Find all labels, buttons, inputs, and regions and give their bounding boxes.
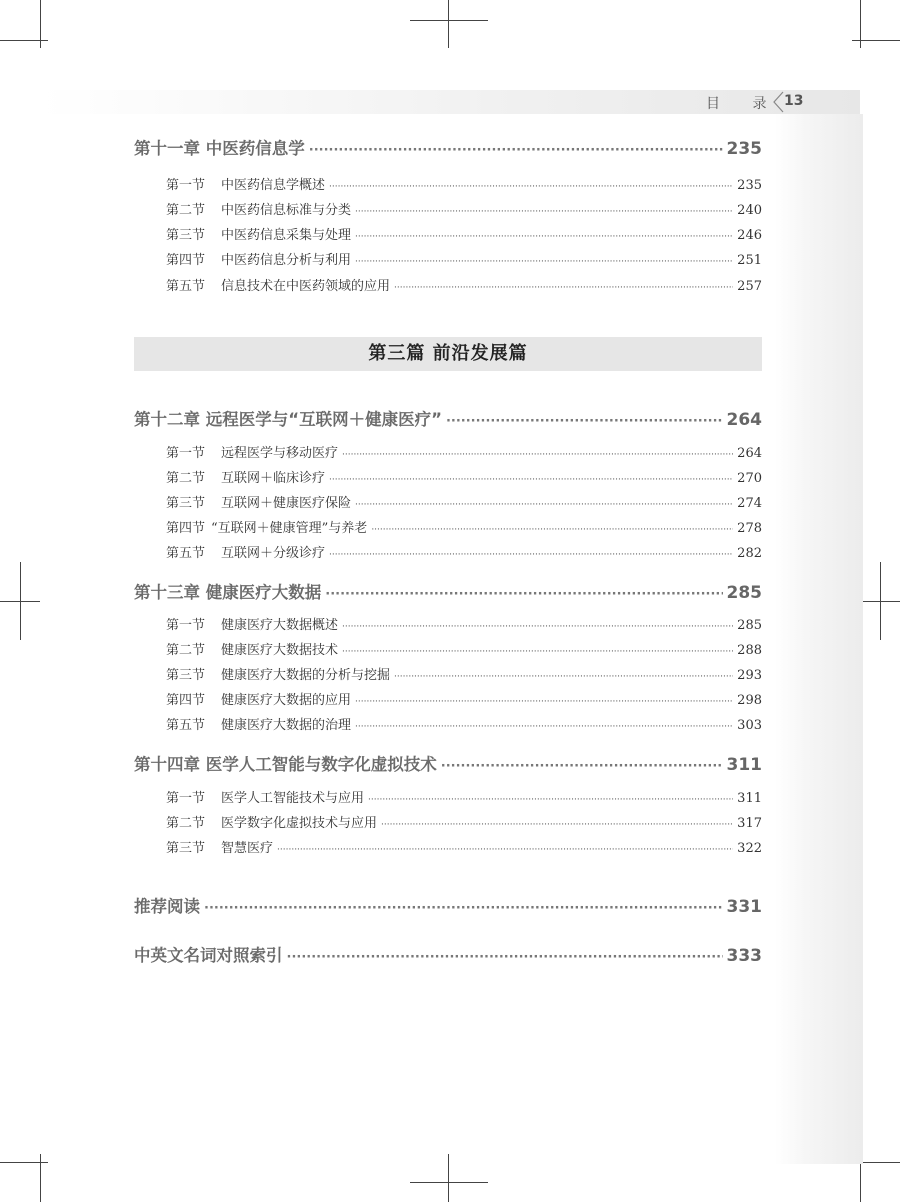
crop-mark [448, 0, 449, 48]
section-title: 中医药信息学概述 [221, 178, 326, 193]
chapter-page: 264 [726, 410, 762, 430]
toc-section-row[interactable] [166, 275, 762, 294]
toc-section-row[interactable] [166, 249, 762, 268]
section-number: 第三节 [166, 228, 206, 243]
dot-leader [355, 207, 733, 217]
crop-mark [0, 1162, 48, 1163]
toc-chapter-row[interactable] [134, 406, 762, 430]
section-page: 322 [737, 841, 762, 856]
section-number: 第五节 [166, 279, 206, 294]
section-number: 第四节 [166, 521, 206, 536]
dot-leader [368, 795, 733, 805]
crop-mark [410, 1182, 488, 1183]
toc-chapter-row[interactable] [134, 751, 762, 775]
chapter-page: 235 [726, 139, 762, 159]
dot-leader [381, 820, 733, 830]
section-page: 251 [737, 253, 762, 268]
section-number: 第二节 [166, 643, 206, 658]
dot-leader [355, 257, 733, 267]
dot-leader [394, 283, 733, 293]
dot-leader [355, 500, 733, 510]
section-page: 278 [737, 521, 762, 536]
section-number: 第二节 [166, 816, 206, 831]
section-title: 医学数字化虚拟技术与应用 [221, 816, 378, 831]
toc-section-row[interactable] [166, 614, 762, 633]
dot-leader [329, 550, 733, 560]
toc-chapter-row[interactable] [134, 893, 762, 917]
section-title: 信息技术在中医药领域的应用 [221, 279, 391, 294]
section-number: 第四节 [166, 693, 206, 708]
section-title: 健康医疗大数据的分析与挖掘 [221, 668, 391, 683]
toc-section-row[interactable] [166, 639, 762, 658]
crop-mark [852, 40, 900, 41]
toc-section-row[interactable] [166, 689, 762, 708]
section-title: 互联网＋分级诊疗 [221, 546, 326, 561]
section-title: 健康医疗大数据的治理 [221, 718, 352, 733]
section-title: 中医药信息标准与分类 [221, 203, 352, 218]
dot-leader [325, 587, 722, 602]
dot-leader [355, 697, 733, 707]
crop-mark [0, 601, 40, 602]
toc-chapter-row[interactable] [134, 579, 762, 603]
section-page: 288 [737, 643, 762, 658]
section-page: 246 [737, 228, 762, 243]
section-number: 第四节 [166, 253, 206, 268]
chapter-page: 285 [726, 583, 762, 603]
section-number: 第二节 [166, 471, 206, 486]
section-number: 第一节 [166, 791, 206, 806]
dot-leader [355, 722, 733, 732]
dot-leader [441, 759, 723, 774]
chapter-title: 中英文名词对照索引 [134, 946, 283, 965]
section-page: 257 [737, 279, 762, 294]
section-title: 互联网＋临床诊疗 [221, 471, 326, 486]
section-title: 互联网＋健康医疗保险 [221, 496, 352, 511]
section-title: 中医药信息分析与利用 [221, 253, 352, 268]
dot-leader [355, 232, 733, 242]
page-edge-shade [775, 114, 863, 1164]
section-number: 第三节 [166, 496, 206, 511]
section-page: 264 [737, 446, 762, 461]
section-page: 285 [737, 618, 762, 633]
running-header-title: 目 录 [706, 96, 781, 112]
toc-section-row[interactable] [166, 442, 762, 461]
section-page: 298 [737, 693, 762, 708]
dot-leader [446, 414, 723, 429]
section-page: 274 [737, 496, 762, 511]
section-title: 医学人工智能技术与应用 [221, 791, 365, 806]
section-title: 远程医学与移动医疗 [221, 446, 339, 461]
section-number: 第一节 [166, 178, 206, 193]
dot-leader [204, 901, 723, 916]
dot-leader [342, 647, 733, 657]
crop-mark [410, 20, 488, 21]
dot-leader [277, 845, 733, 855]
section-number: 第三节 [166, 668, 206, 683]
toc-section-row[interactable] [166, 199, 762, 218]
toc-section-row[interactable] [166, 174, 762, 193]
chapter-title: 第十二章 远程医学与“互联网＋健康医疗” [134, 410, 442, 429]
dot-leader [371, 525, 733, 535]
dot-leader [342, 450, 733, 460]
header-chevron-icon [772, 91, 784, 113]
toc-chapter-row[interactable] [134, 135, 762, 159]
crop-mark [448, 1154, 449, 1202]
section-number: 第三节 [166, 841, 206, 856]
section-number: 第一节 [166, 446, 206, 461]
dot-leader [394, 672, 733, 682]
section-page: 303 [737, 718, 762, 733]
section-page: 270 [737, 471, 762, 486]
section-number: 第一节 [166, 618, 206, 633]
toc-section-row[interactable] [166, 714, 762, 733]
section-title: 智慧医疗 [221, 841, 274, 856]
section-number: 第五节 [166, 718, 206, 733]
dot-leader [342, 622, 733, 632]
section-page: 311 [737, 791, 762, 806]
section-number: 第五节 [166, 546, 206, 561]
dot-leader [287, 950, 723, 965]
crop-mark [860, 601, 900, 602]
toc-section-row[interactable] [166, 492, 762, 511]
toc-section-row[interactable] [166, 664, 762, 683]
section-title: 健康医疗大数据技术 [221, 643, 339, 658]
part-heading: 第三篇 前沿发展篇 [368, 343, 528, 364]
section-page: 293 [737, 668, 762, 683]
chapter-title: 推荐阅读 [134, 897, 200, 916]
chapter-page: 311 [726, 755, 762, 775]
toc-chapter-row[interactable] [134, 942, 762, 966]
dot-leader [329, 182, 733, 192]
chapter-title: 第十三章 健康医疗大数据 [134, 583, 322, 602]
section-title: 健康医疗大数据的应用 [221, 693, 352, 708]
dot-leader [329, 475, 733, 485]
section-title: 健康医疗大数据概述 [221, 618, 339, 633]
section-title: “互联网＋健康管理”与养老 [211, 521, 368, 536]
toc-section-row[interactable] [166, 467, 762, 486]
toc-section-row[interactable] [166, 812, 762, 831]
toc-section-row[interactable] [166, 542, 762, 561]
dot-leader [309, 143, 723, 158]
toc-section-row[interactable] [166, 837, 762, 856]
chapter-page: 331 [726, 897, 762, 917]
section-title: 中医药信息采集与处理 [221, 228, 352, 243]
toc-section-row[interactable] [166, 517, 762, 536]
crop-mark [0, 40, 48, 41]
chapter-title: 第十一章 中医药信息学 [134, 139, 305, 158]
section-number: 第二节 [166, 203, 206, 218]
page-number: 13 [784, 93, 804, 109]
section-page: 235 [737, 178, 762, 193]
toc-section-row[interactable] [166, 224, 762, 243]
section-page: 240 [737, 203, 762, 218]
chapter-title: 第十四章 医学人工智能与数字化虚拟技术 [134, 755, 437, 774]
chapter-page: 333 [726, 946, 762, 966]
toc-section-row[interactable] [166, 787, 762, 806]
section-page: 282 [737, 546, 762, 561]
section-page: 317 [737, 816, 762, 831]
